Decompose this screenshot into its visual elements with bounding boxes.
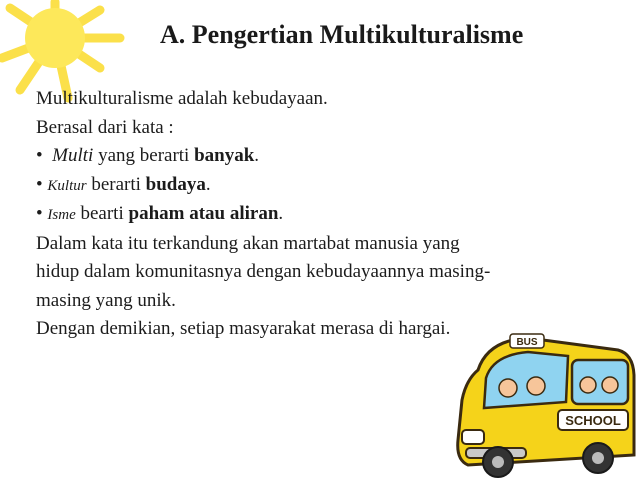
punctuation: . bbox=[254, 145, 260, 166]
term: Kultur bbox=[47, 177, 87, 194]
school-sign-text: SCHOOL bbox=[565, 413, 621, 428]
content-body bbox=[36, 85, 616, 344]
term: Multi bbox=[52, 145, 94, 166]
text-line: Dengan demikian, setiap masyarakat merasa di hargai. bbox=[36, 318, 451, 339]
meaning: banyak bbox=[194, 145, 255, 166]
text-line: Multikulturalisme adalah kebudayaan. bbox=[36, 88, 328, 109]
meaning: budaya bbox=[145, 173, 206, 195]
term-connector: yang berarti bbox=[93, 145, 195, 166]
bullet-item-kultur bbox=[36, 171, 616, 201]
bullet-item-isme bbox=[36, 200, 616, 230]
text-line: hidup dalam komunitasnya dengan kebudayaannya masing- bbox=[36, 261, 491, 282]
term-connector: berarti bbox=[86, 173, 146, 195]
meaning: paham atau aliran bbox=[128, 203, 279, 224]
bullet: • bbox=[36, 203, 43, 224]
punctuation: . bbox=[205, 173, 211, 195]
page-title: A. Pengertian Multikulturalisme bbox=[160, 20, 524, 49]
school-bus-illustration bbox=[448, 330, 638, 479]
term-connector: bearti bbox=[75, 203, 129, 224]
bullet: • bbox=[36, 173, 43, 195]
bus-sign-text: BUS bbox=[516, 337, 538, 348]
text-line: Dalam kata itu terkandung akan martabat manusia yang bbox=[36, 232, 460, 254]
punctuation: . bbox=[278, 203, 284, 224]
bullet-item-multi bbox=[36, 142, 616, 171]
term: Isme bbox=[47, 207, 76, 223]
bullet: • bbox=[36, 145, 43, 166]
text-line: masing yang unik. bbox=[36, 289, 176, 311]
text-line: Berasal dari kata : bbox=[36, 116, 174, 138]
